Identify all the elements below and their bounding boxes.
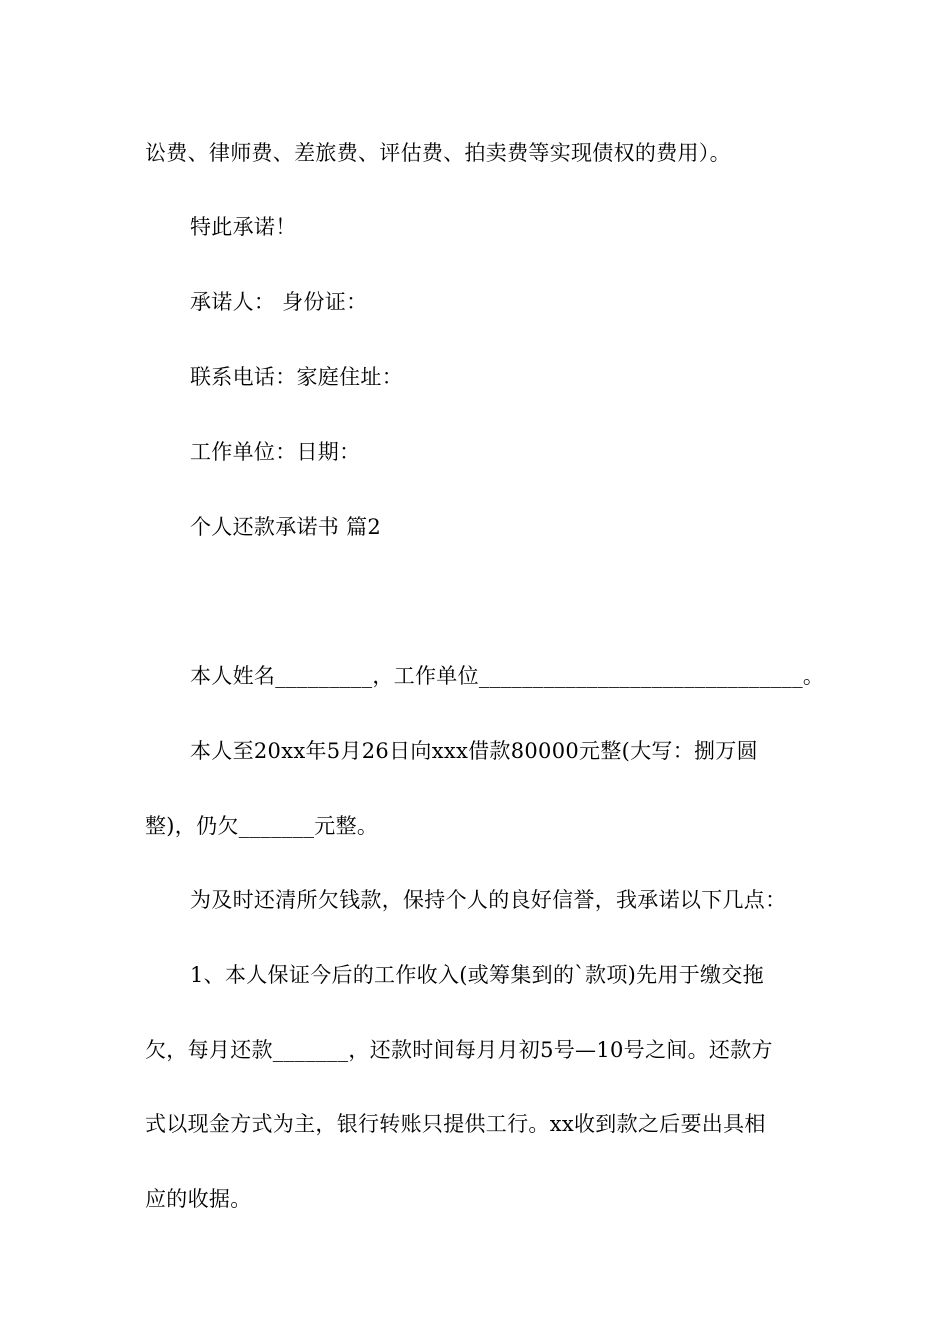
paragraph-loan-statement: 本人至20xx年5月26日向xxx借款80000元整(大写：捌万圆	[190, 739, 758, 763]
paragraph-hereby-promise: 特此承诺！	[190, 215, 297, 239]
paragraph-clause-1-cont-c: 应的收据。	[145, 1187, 252, 1211]
paragraph-fee-continuation: 讼费、律师费、差旅费、评估费、拍卖费等实现债权的费用）。	[145, 141, 731, 165]
paragraph-clause-1: 1、本人保证今后的工作收入(或筹集到的`款项)先用于缴交拖	[190, 963, 764, 987]
field-phone-address: 联系电话：家庭住址：	[190, 365, 403, 389]
section-heading: 个人还款承诺书 篇2	[190, 515, 382, 539]
field-promisor-id: 承诺人： 身份证：	[190, 290, 368, 314]
paragraph-loan-statement-cont: 整)，仍欠_______元整。	[145, 814, 379, 838]
paragraph-clause-1-cont-a: 欠，每月还款_______，还款时间每月月初5号—10号之间。还款方	[145, 1038, 773, 1062]
field-employer-date: 工作单位：日期：	[190, 440, 361, 464]
paragraph-clause-1-cont-b: 式以现金方式为主，银行转账只提供工行。xx收到款之后要出具相	[145, 1112, 766, 1136]
field-name-employer: 本人姓名_________，工作单位______________________________。	[190, 664, 825, 688]
paragraph-promise-intro: 为及时还清所欠钱款，保持个人的良好信誉，我承诺以下几点：	[190, 888, 787, 912]
